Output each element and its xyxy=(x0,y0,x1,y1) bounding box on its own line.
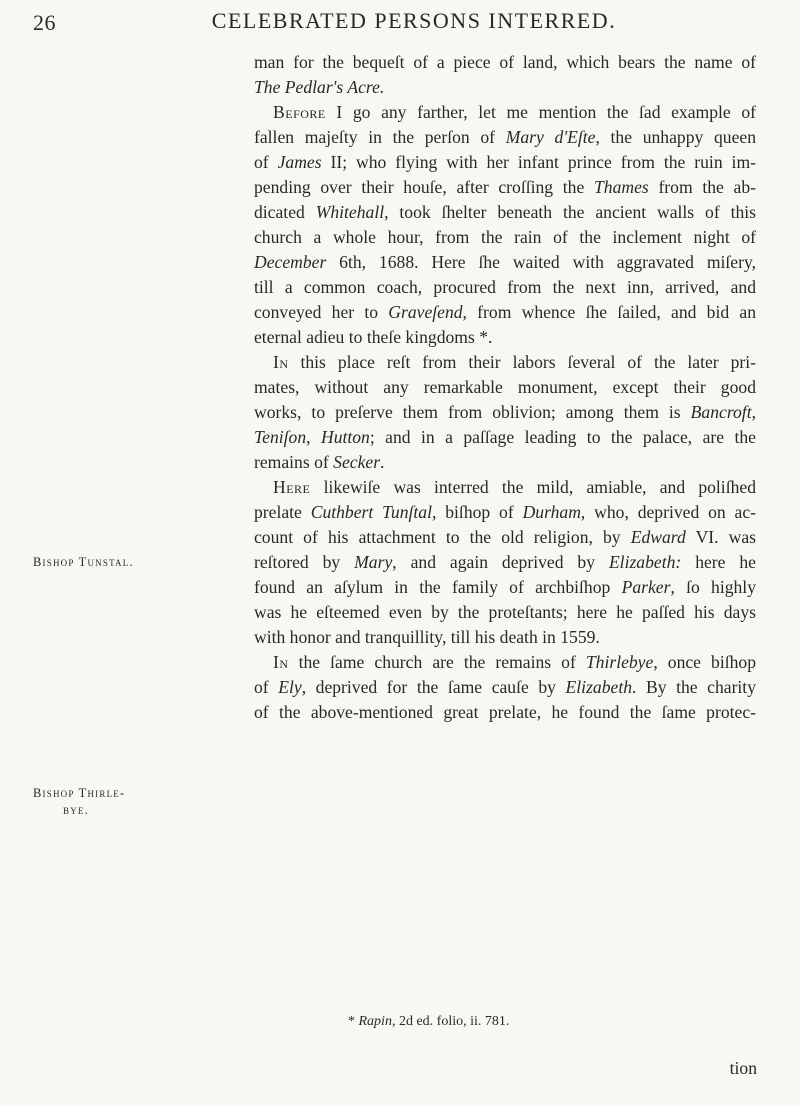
margin-note-line: Bishop Thirle- xyxy=(33,786,126,800)
text-line: conveyed her to Graveſend, from whence ſhe ſailed, and bid an xyxy=(254,302,756,322)
text-line: reſtored by Mary, and again deprived by Elizabeth: here he xyxy=(254,552,756,572)
text-line: In the ſame church are the remains of Thirlebye, once biſhop xyxy=(273,652,757,672)
margin-note-line: bye. xyxy=(63,803,89,817)
text-line: found an aſylum in the family of archbiſhop Parker, ſo highly xyxy=(254,577,756,597)
text-line: of the above-mentioned great prelate, he found the ſame protec- xyxy=(254,702,756,722)
text-line: remains of Secker. xyxy=(254,452,385,472)
text-line: eternal adieu to theſe kingdoms *. xyxy=(254,327,493,347)
text-line: In this place reſt from their labors ſeveral of the later pri- xyxy=(273,352,756,372)
text-line: dicated Whitehall, took ſhelter beneath the ancient walls of this xyxy=(254,202,756,222)
text-line: Here likewiſe was interred the mild, amiable, and poliſhed xyxy=(273,477,756,497)
margin-note-tunstal: Bishop Tunstal. xyxy=(33,555,134,569)
text-line: fallen majeſty in the perſon of Mary d'Eſte, the unhappy queen xyxy=(254,127,756,147)
text-line: Teniſon, Hutton; and in a paſſage leading to the palace, are the xyxy=(254,427,756,447)
text-line: works, to preſerve them from oblivion; among them is Bancroft, xyxy=(254,402,756,422)
margin-note-thirlebye xyxy=(33,785,125,819)
text-line: till a common coach, procured from the next inn, arrived, and xyxy=(254,277,756,297)
footnote: * Rapin, 2d ed. folio, ii. 781. xyxy=(348,1014,510,1029)
catchword: tion xyxy=(729,1058,757,1078)
text-line: mates, without any remarkable monument, except their good xyxy=(254,377,756,397)
text-line: church a whole hour, from the rain of the inclement night of xyxy=(254,227,756,247)
text-line: prelate Cuthbert Tunſtal, biſhop of Durham, who, deprived on ac- xyxy=(254,502,757,522)
text-line: of James II; who flying with her infant prince from the ruin im- xyxy=(254,152,756,172)
body-text xyxy=(254,50,756,725)
text-line: December 6th, 1688. Here ſhe waited with aggravated miſery, xyxy=(254,252,756,272)
text-line: count of his attachment to the old religion, by Edward VI. was xyxy=(254,527,756,547)
running-title: CELEBRATED PERSONS INTERRED. xyxy=(211,8,617,33)
text-line: pending over their houſe, after croſſing the Thames from the ab- xyxy=(254,177,756,197)
text-line: The Pedlar's Acre. xyxy=(254,77,385,97)
text-line: with honor and tranquillity, till his death in 1559. xyxy=(254,627,600,647)
page-number: 26 xyxy=(33,10,56,35)
text-line: was he eſteemed even by the proteſtants; here he paſſed his days xyxy=(254,602,756,622)
text-line: Before I go any farther, let me mention the ſad example of xyxy=(273,102,756,122)
text-line: of Ely, deprived for the ſame cauſe by Elizabeth. By the charity xyxy=(254,677,756,697)
text-line: man for the bequeſt of a piece of land, which bears the name of xyxy=(254,52,756,72)
